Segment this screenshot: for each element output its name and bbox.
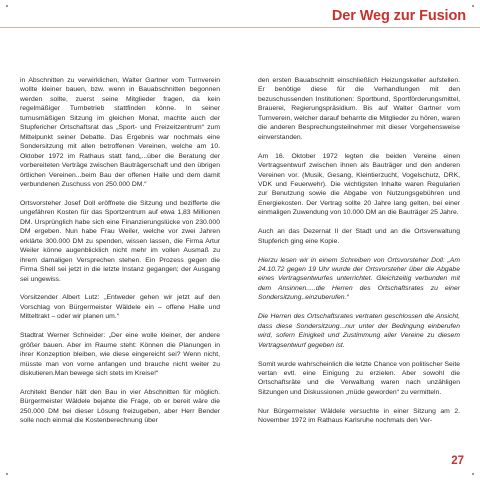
right-paragraph-2: Am 16. Oktober 1972 legten die beiden Vereine einen Vertragsentwurf zwischen ihnen als Bauträger und den anderen Vereinen vor. (Musik, Gesang, Kleintierzucht, Vogelschutz, DRK, VDK und Feuerwehr). Die wichtigsten Inhalte waren Regularien zur Benutzung sowie die Abgabe von Nutzungsgebühren und Energiekosten. Der Vertrag sollte 20 Jahre lang gelten, bei einer einmaligen Zuwendung von 10.000 DM an die Bauträger 25 Jahre. bbox=[258, 152, 460, 217]
left-paragraph-3: Vorsitzender Albert Lutz: „Entweder gehen wir jetzt auf den Vorschlag von Bürgermeister Wäldele ein – offene Halle und Mitteltrakt – oder wir planen um.“ bbox=[20, 294, 220, 321]
crop-mark bbox=[6, 473, 8, 475]
page-number: 27 bbox=[451, 455, 464, 467]
right-paragraph-7: Nur Bürgermeister Wäldele versuchte in einer Sitzung am 2. November 1972 im Rathaus Karlsruhe nochmals den Ver- bbox=[258, 407, 460, 425]
right-paragraph-3: Auch an das Dezernat II der Stadt und an die Ortsverwaltung Stupferich ging eine Kopie. bbox=[258, 228, 460, 245]
right-paragraph-6: Somit wurde wahrscheinlich die letzte Chance von politischer Seite vertan evtl. eine Einigung zu erzielen. Aber sowohl die Ortschaftsräte und die Verwaltung waren nach unzähligen Sitzungen und Diskussionen „müde geworden“ zu vermitteln. bbox=[258, 360, 460, 396]
right-paragraph-4-quote: Hierzu lesen wir in einem Schreiben von Ortsvorsteher Doll: „Am 24.10.72 gegen 19 Uhr wurde der Ortsvorsteher über die Abgabe eines Vertragsentwurfes unterrichtet. Gleichzeitig verbunden mit dem Ansinnen.....die Herren des Ortschaftsrates zu einer Sondersitzung..einzuberufen.“ bbox=[258, 256, 460, 302]
crop-mark bbox=[472, 473, 474, 475]
left-paragraph-5: Architekt Bender hält den Bau in vier Abschnitten für möglich. Bürgermeister Wäldele bejahte die Frage, ob er bereit wäre die 250.000 DM bei dieser Lösung freizugeben, aber Herr Bender solle noch einmal die Kostenberechnung über bbox=[20, 388, 220, 425]
crop-mark bbox=[472, 5, 474, 7]
right-column bbox=[258, 76, 460, 435]
right-paragraph-5-quote: Die Herren des Ortschaftsrates vertraten geschlossen die Ansicht, dass diese Sondersitzung...nur unter der Bedingung einberufen wird, sofern Einigkeit und Zustimmung aller Vereine zu diesem Vertragsentwurf gegeben ist. bbox=[258, 313, 460, 349]
left-paragraph-1: in Abschnitten zu verwirklichen, Walter Gartner vom Turnverein wollte kleiner bauen, bzw. wenn in Bauabschnitten begonnen werden sollte, zuerst seine Mitglieder fragen, da kein regelmäßiger Turnbetrieb stattfinden könne. In seiner turnusmäßigen Sitzung im gleichen Monat, machte auch der Stupfericher Ortschaftsrat das „Sport- und Freizeitzentrum“ zum Mittelpunkt seiner Debatte. Das Ergebnis war nochmals eine Sondersitzung mit allen betroffenen Vereinen, welche am 10. Oktober 1972 im Rathaus statt fand„...über die Beratung der vorbereiteten Verträge zwischen Bauträgerschaft und den übrigen örtlichen Vereinen...beim Bau der offenen Halle und dem damit verbundenen Zuschuss von 250.000 DM.“ bbox=[20, 77, 220, 188]
left-column bbox=[20, 76, 220, 435]
header-divider bbox=[0, 27, 480, 28]
crop-mark bbox=[6, 5, 8, 7]
right-paragraph-1: den ersten Bauabschnitt einschließlich Heizungskeller aufstellen. Er benötige diese für die Verhandlungen mit den bezuschussenden Institutionen: Sportbund, Sportförderungsmittel, Brauerei, Regierungspräsidium. Bis auf Walter Gartner vom Turnverein, welcher darauf beharrte die Mitglieder zu hören, waren die anderen Besprechungsteilnehmer mit dieser Vorgehensweise einverstanden. bbox=[258, 77, 460, 141]
left-paragraph-2: Ortsvorsteher Josef Doll eröffnete die Sitzung und bezifferte die ungefähren Kosten für das Sportzentrum auf etwa 1,83 Millionen DM. Ursprünglich habe sich eine Finanzierungslücke von 230.000 DM ergeben. Nun habe Frau Weiler, welche vor zwei Jahren erklärte 300.000 DM zu spenden, wissen lassen, die Firma Artur Weiler könne augenblicklich nicht mehr im vollen Ausmaß zu ihrem damaligen Versprechen stehen. Ein Prozess gegen die Firma Shell sei jetzt in die letzte Instanz gegangen; der Ausgang sei ungewiss. bbox=[20, 199, 220, 283]
left-paragraph-4: Stadtrat Werner Schneider: „Der eine wolle kleiner, der andere größer bauen. Aber im Raume steht: Können die Planungen in ihrer Konzeption bleiben, wie diese eingereicht sei? Wenn nicht, müsste man von vorne anfangen und brauche nicht weiter zu diskutieren.Man bewege sich stets im Kreise!“ bbox=[20, 332, 220, 377]
page-title: Der Weg zur Fusion bbox=[331, 8, 466, 24]
